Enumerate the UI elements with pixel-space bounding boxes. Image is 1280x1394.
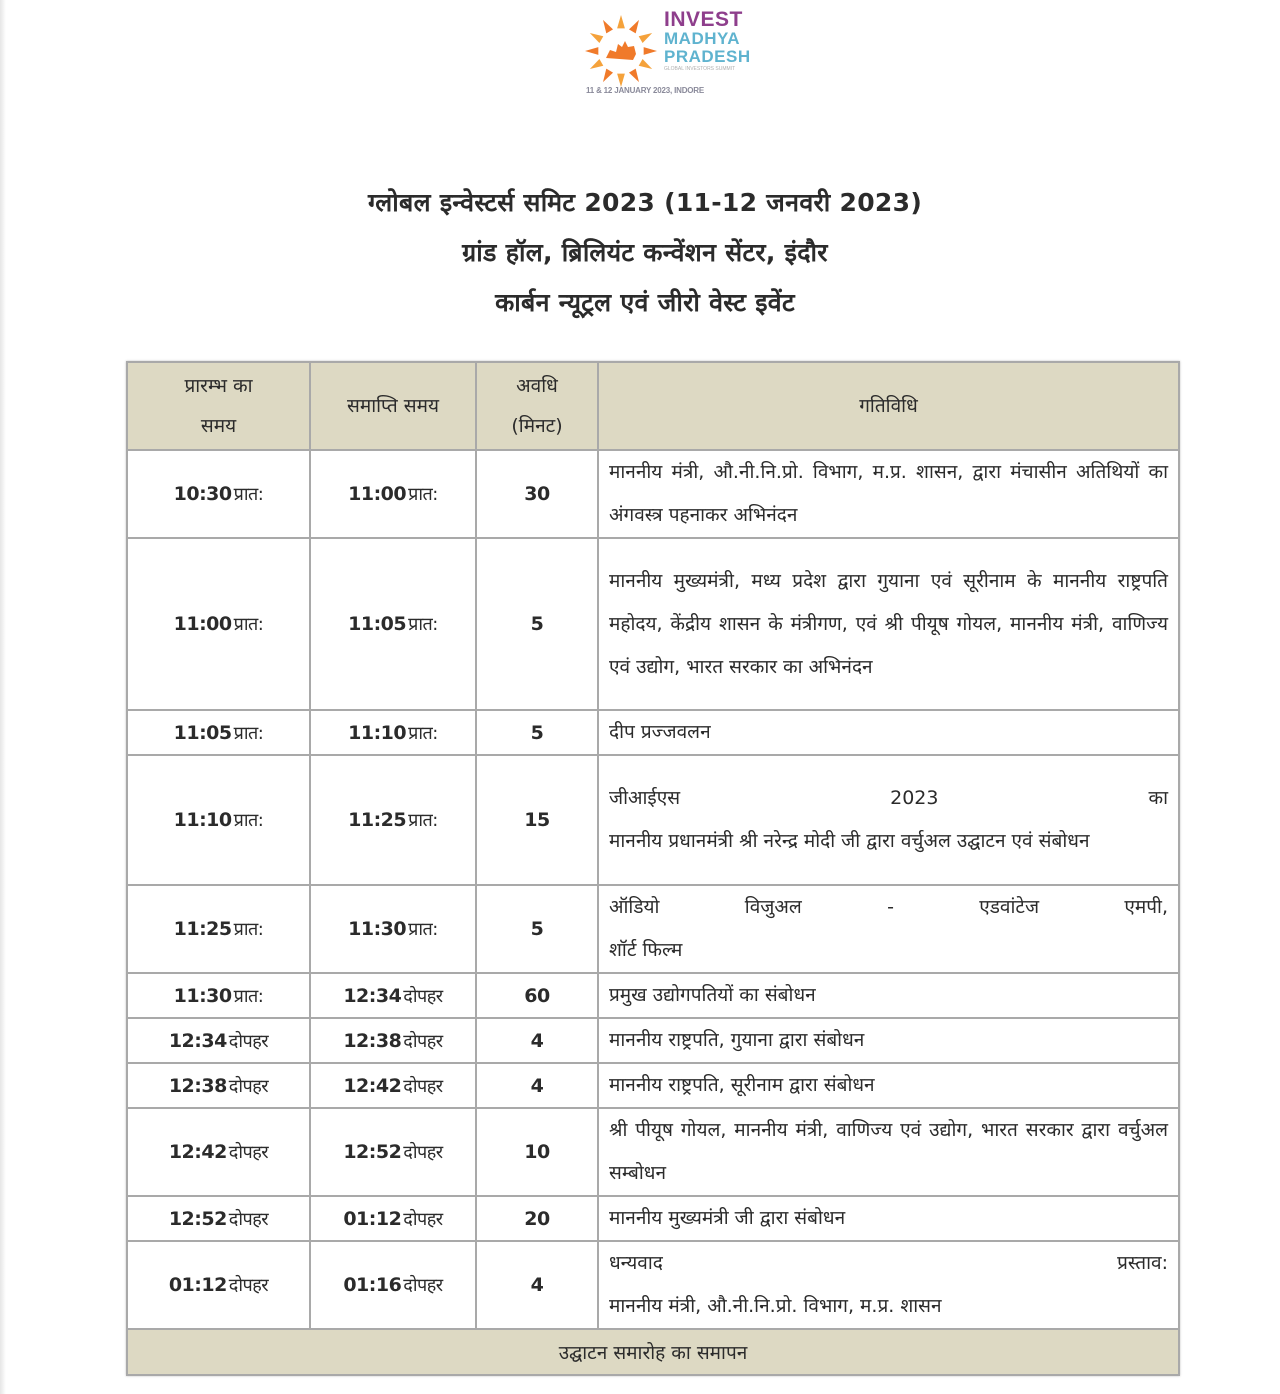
logo-madhya: MADHYA	[664, 29, 741, 48]
sun-ray	[644, 47, 657, 55]
activity	[598, 1018, 1179, 1063]
end-time	[310, 1018, 476, 1063]
start-time	[127, 1018, 310, 1063]
start-time	[127, 973, 310, 1018]
end-time-value: 11:05	[348, 613, 407, 635]
end-time-period: दोपहर	[403, 1030, 443, 1052]
activity	[598, 1063, 1179, 1108]
end-time-period: दोपहर	[403, 985, 443, 1007]
table-footer-row	[127, 1329, 1179, 1375]
activity	[598, 755, 1179, 885]
duration: 4	[476, 1018, 598, 1063]
sun-ray	[590, 59, 603, 69]
sun-ray	[629, 20, 639, 33]
table-row	[127, 1063, 1179, 1108]
duration: 5	[476, 885, 598, 973]
end-time	[310, 1196, 476, 1241]
start-time-value: 11:05	[173, 721, 232, 744]
activity-text: माननीय राष्ट्रपति, सूरीनाम द्वारा संबोधन	[609, 1074, 875, 1096]
start-time-value: 12:34	[168, 1029, 227, 1052]
activity	[598, 973, 1179, 1018]
end-time-value: 11:25	[348, 809, 407, 831]
table-row	[127, 450, 1179, 538]
activity-text: माननीय मुख्यमंत्री जी द्वारा संबोधन	[609, 1207, 846, 1229]
duration: 4	[476, 1241, 598, 1329]
ceremony-closing: उद्घाटन समारोह का समापन	[127, 1329, 1179, 1375]
table-row	[127, 1196, 1179, 1241]
duration: 20	[476, 1196, 598, 1241]
event-subtitle: कार्बन न्यूट्रल एवं जीरो वेस्ट इवेंट	[495, 288, 795, 317]
table-header-row	[127, 362, 1179, 450]
end-time-period: प्रात:	[408, 919, 438, 940]
duration: 60	[476, 973, 598, 1018]
start-time-value: 11:25	[173, 918, 232, 940]
end-time	[310, 710, 476, 755]
event-title: ग्लोबल इन्वेस्टर्स समिट 2023 (11-12 जनवरी 2023)	[367, 188, 923, 217]
activity-text: प्रमुख उद्योगपतियों का संबोधन	[609, 984, 816, 1006]
start-time-period: प्रात:	[233, 484, 264, 505]
schedule-body	[127, 450, 1179, 1329]
start-time-period: प्रात:	[233, 722, 264, 744]
sun-ray	[617, 15, 625, 28]
start-time-period: प्रात:	[233, 985, 264, 1007]
start-time-period: दोपहर	[228, 1208, 269, 1230]
table-row	[127, 973, 1179, 1018]
end-time-value: 01:16	[343, 1274, 402, 1296]
activity-text: माननीय मंत्री, औ.नी.नि.प्रो. विभाग, म.प्र. शासन	[609, 1295, 942, 1317]
end-time	[310, 885, 476, 973]
start-time-value: 12:52	[168, 1207, 227, 1230]
sun-ray	[639, 59, 652, 69]
start-time	[127, 538, 310, 710]
end-time	[310, 1063, 476, 1108]
end-time-period: प्रात:	[408, 484, 438, 505]
activity-heading: धन्यवाद प्रस्ताव:	[609, 1252, 1168, 1274]
duration: 5	[476, 538, 598, 710]
duration: 30	[476, 450, 598, 538]
logo-dates: 11 & 12 JANUARY 2023, INDORE	[586, 86, 705, 95]
column-header-activity: गतिविधि	[598, 362, 1179, 450]
sun-ray	[617, 74, 625, 87]
start-time-value: 12:42	[168, 1141, 227, 1163]
end-time-value: 12:52	[343, 1141, 402, 1163]
end-time	[310, 755, 476, 885]
activity-text: माननीय राष्ट्रपति, गुयाना द्वारा संबोधन	[609, 1029, 865, 1051]
start-time	[127, 885, 310, 973]
sun-emblem-icon	[584, 14, 658, 88]
activity	[598, 1196, 1179, 1241]
table-row	[127, 1018, 1179, 1063]
start-time-period: दोपहर	[228, 1275, 269, 1296]
document-heading	[0, 178, 1280, 328]
end-time-period: प्रात:	[408, 810, 438, 831]
end-time	[310, 1108, 476, 1196]
table-row	[127, 755, 1179, 885]
invest-mp-logo	[584, 10, 774, 110]
activity-text: शॉर्ट फिल्म	[609, 939, 683, 961]
activity	[598, 710, 1179, 755]
start-time-period: दोपहर	[228, 1075, 269, 1097]
activity	[598, 1241, 1179, 1329]
start-time	[127, 1241, 310, 1329]
end-time-period: प्रात:	[408, 614, 438, 635]
table-row	[127, 1108, 1179, 1196]
duration: 15	[476, 755, 598, 885]
activity-text: श्री पीयूष गोयल, माननीय मंत्री, वाणिज्य एवं उद्योग, भारत सरकार द्वारा वर्चुअल सम्बोधन	[609, 1119, 1168, 1184]
end-time-period: दोपहर	[403, 1142, 443, 1163]
sun-ray	[603, 20, 613, 33]
start-time-value: 11:30	[173, 984, 232, 1007]
activity	[598, 1108, 1179, 1196]
column-header-duration: अवधि (मिनट)	[476, 362, 598, 450]
activity	[598, 538, 1179, 710]
start-time-period: प्रात:	[233, 810, 264, 831]
end-time-value: 12:38	[343, 1029, 402, 1052]
activity-text: माननीय प्रधानमंत्री श्री नरेन्द्र मोदी जी द्वारा वर्चुअल उद्घाटन एवं संबोधन	[609, 830, 1090, 852]
sun-ray	[603, 69, 613, 82]
end-time-period: दोपहर	[403, 1075, 443, 1097]
end-time-value: 11:10	[348, 721, 407, 744]
sun-ray	[639, 33, 652, 43]
activity-text: दीप प्रज्जवलन	[609, 721, 711, 743]
activity	[598, 885, 1179, 973]
sun-ray	[629, 69, 639, 82]
end-time-period: दोपहर	[403, 1275, 443, 1296]
end-time	[310, 1241, 476, 1329]
start-time-period: दोपहर	[228, 1030, 269, 1052]
activity-heading: जीआईएस 2023 का	[609, 787, 1168, 809]
start-time-value: 10:30	[173, 483, 232, 505]
end-time	[310, 450, 476, 538]
end-time-value: 12:34	[343, 984, 402, 1007]
activity-heading: ऑडियो विजुअल - एडवांटेज एमपी,	[609, 896, 1168, 918]
end-time	[310, 973, 476, 1018]
start-time	[127, 710, 310, 755]
end-time-value: 11:00	[348, 483, 407, 505]
end-time	[310, 538, 476, 710]
start-time	[127, 450, 310, 538]
table-row	[127, 710, 1179, 755]
column-header-end-time: समाप्ति समय	[310, 362, 476, 450]
start-time-period: प्रात:	[233, 614, 264, 635]
start-time-value: 11:00	[173, 613, 232, 635]
start-time	[127, 755, 310, 885]
activity	[598, 450, 1179, 538]
activity-text: माननीय मंत्री, औ.नी.नि.प्रो. विभाग, म.प्र. शासन, द्वारा मंचासीन अतिथियों का अंगवस्त्र पहनाकर अभिनंदन	[609, 461, 1168, 526]
end-time-value: 11:30	[348, 918, 407, 940]
logo-tagline: GLOBAL INVESTORS SUMMIT	[664, 66, 736, 72]
activity-text: माननीय मुख्यमंत्री, मध्य प्रदेश द्वारा गुयाना एवं सूरीनाम के माननीय राष्ट्रपति महोदय, केंद्रीय शासन के मंत्रीगण, एवं श्री पीयूष गोयल, माननीय मंत्री, वाणिज्य एवं उद्योग, भारत सरकार का अभिनंदन	[609, 569, 1168, 678]
duration: 5	[476, 710, 598, 755]
start-time-value: 01:12	[168, 1274, 227, 1296]
start-time	[127, 1063, 310, 1108]
start-time-period: दोपहर	[228, 1142, 269, 1163]
logo-pradesh: PRADESH	[664, 47, 751, 66]
event-venue: ग्रांड हॉल, ब्रिलियंट कन्वेंशन सेंटर, इंदौर	[462, 238, 828, 267]
duration: 10	[476, 1108, 598, 1196]
start-time-period: प्रात:	[233, 919, 264, 940]
end-time-period: प्रात:	[408, 722, 438, 744]
end-time-value: 12:42	[343, 1074, 402, 1097]
logo-invest: INVEST	[664, 8, 743, 31]
sun-ray	[590, 33, 603, 43]
start-time-value: 11:10	[173, 809, 232, 831]
sun-ray	[585, 47, 598, 55]
start-time-value: 12:38	[168, 1074, 227, 1097]
schedule-table	[126, 361, 1180, 1376]
logo-wordmark	[664, 10, 751, 73]
start-time	[127, 1108, 310, 1196]
table-row	[127, 1241, 1179, 1329]
start-time	[127, 1196, 310, 1241]
end-time-value: 01:12	[343, 1207, 402, 1230]
table-row	[127, 885, 1179, 973]
end-time-period: दोपहर	[403, 1208, 443, 1230]
column-header-start-time: प्रारम्भ का समय	[127, 362, 310, 450]
duration: 4	[476, 1063, 598, 1108]
table-row	[127, 538, 1179, 710]
